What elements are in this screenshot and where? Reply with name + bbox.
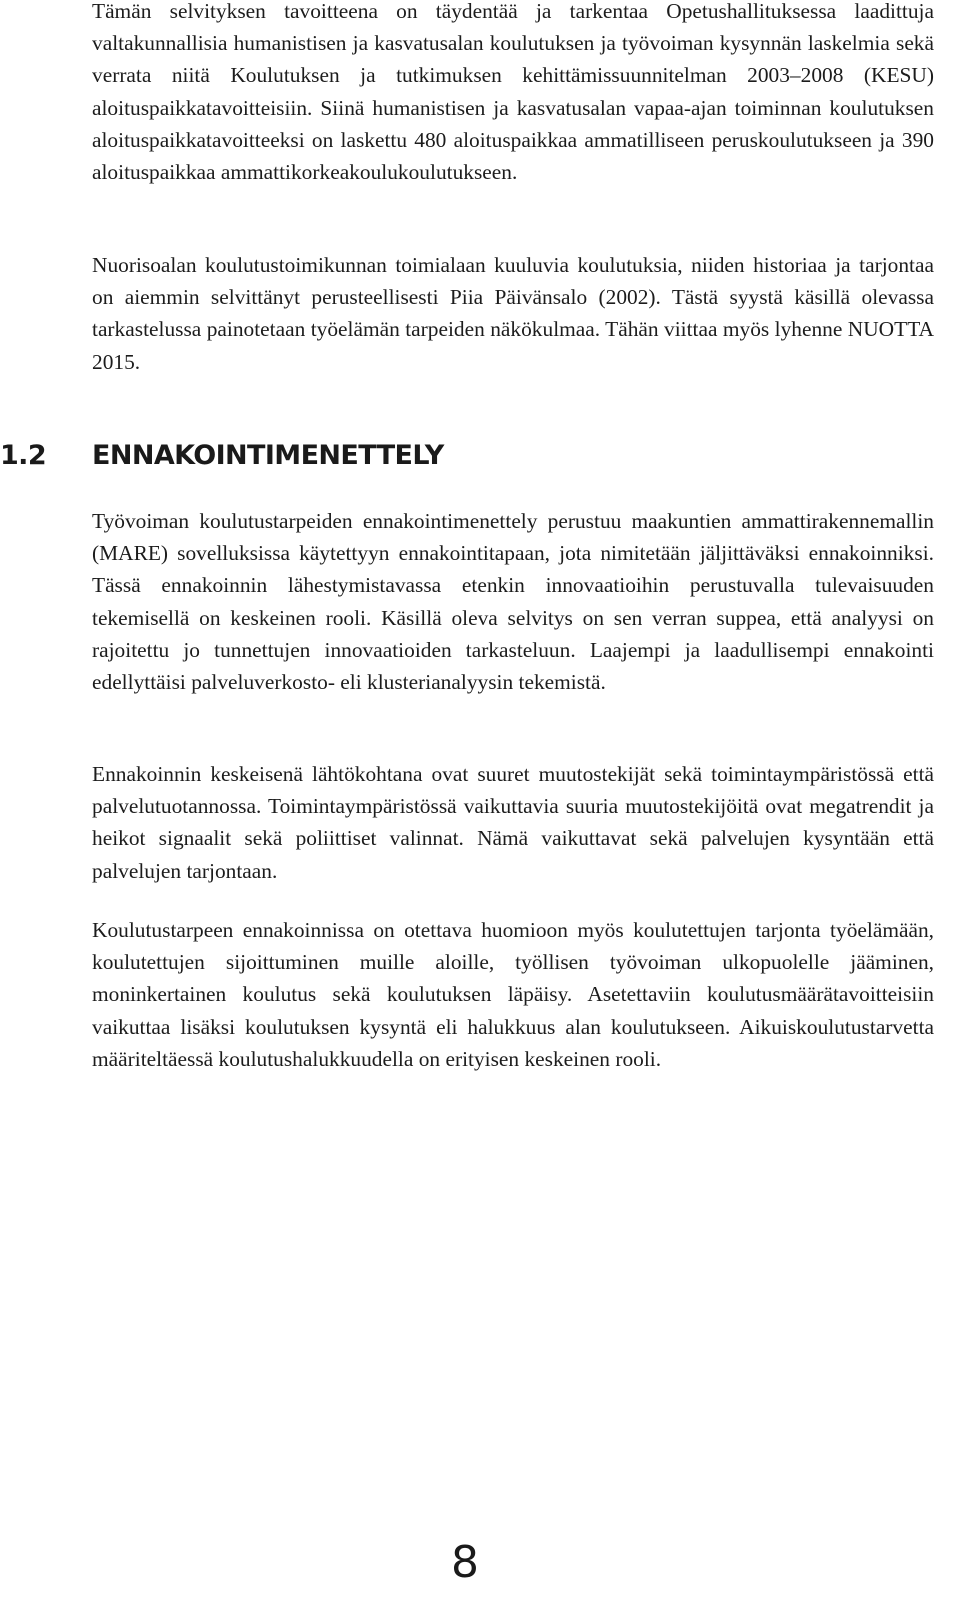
section-title: ENNAKOINTIMENETTELY — [92, 440, 444, 471]
section-heading — [0, 436, 960, 476]
section-number: 1.2 — [0, 440, 47, 471]
paragraph-ennakointi-method: Työvoiman koulutustarpeiden ennakointimenettely perustuu maakuntien ammattirakennemallin (MARE) sovelluksissa käytettyyn ennakointitapaan, jota nimitetään jäljittäväksi ennakoinniksi. Tässä ennakoinnin lähestymistavassa etenkin innovaatioihin perustuvalla tulevaisuuden tekemisellä on keskeinen rooli. Käsillä oleva selvitys on sen verran suppea, että analyysi on rajoitettu jo tunnettujen innovaatioiden tarkasteluun. Laajempi ja laadullisempi ennakointi edellyttäisi palveluverkosto- eli klusterianalyysin tekemistä. — [92, 509, 934, 695]
page-number: 8 — [451, 1537, 479, 1588]
paragraph-intro: Tämän selvityksen tavoitteena on täydentää ja tarkentaa Opetushallituksessa laadittuja valtakunnallisia humanistisen ja kasvatusalan koulutuksen ja työvoiman kysynnän laskelmia sekä verrata niitä Koulutuksen ja tutkimuksen kehittämissuunnitelman 2003–2008 (KESU) aloituspaikkatavoitteisiin. Siinä humanistisen ja kasvatusalan vapaa-ajan toiminnan koulutuksen aloituspaikkatavoitteeksi on laskettu 480 aloituspaikkaa ammatilliseen peruskoulutukseen ja 390 aloituspaikkaa ammattikorkeakoulukoulutukseen. — [92, 0, 934, 185]
paragraph-nuorisoala: Nuorisoalan koulutustoimikunnan toimialaan kuuluvia koulutuksia, niiden historiaa ja tarjontaa on aiemmin selvittänyt perusteellisesti Piia Päivänsalo (2002). Tästä syystä käsillä olevassa tarkastelussa painotetaan työelämän tarpeiden näkökulmaa. Tähän viittaa myös lyhenne NUOTTA 2015. — [92, 253, 934, 374]
paragraph-koulutustarve: Koulutustarpeen ennakoinnissa on otettava huomioon myös koulutettujen tarjonta työelämään, koulutettujen sijoittuminen muille aloille, työllisen työvoiman ulkopuolelle jääminen, moninkertainen koulutus sekä koulutuksen läpäisy. Asetettaviin koulutusmäärätavoitteisiin vaikuttaa lisäksi koulutuksen kysyntä eli halukkuus alan koulutukseen. Aikuiskoulutustarvetta määriteltäessä koulutushalukkuudella on erityisen keskeinen rooli. — [92, 918, 934, 1071]
paragraph-lahtokohdat: Ennakoinnin keskeisenä lähtökohtana ovat suuret muutostekijät sekä toimintaympäristössä että palvelutuotannossa. Toimintaympäristössä vaikuttavia suuria muutostekijöitä ovat megatrendit ja heikot signaalit sekä poliittiset valinnat. Nämä vaikuttavat sekä palvelujen kysyntään että palvelujen tarjontaan. — [92, 762, 934, 883]
